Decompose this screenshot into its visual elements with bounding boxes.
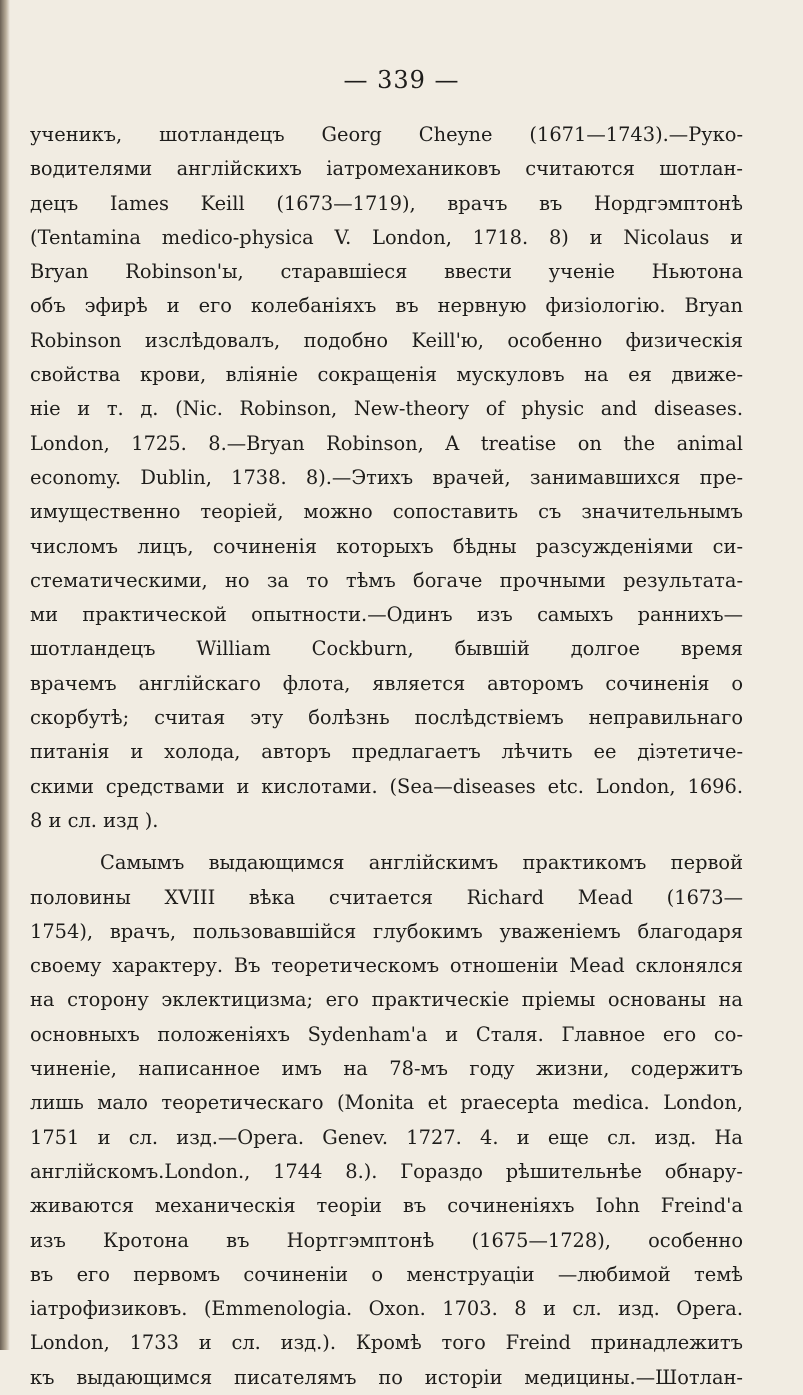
text-line: въ его первомъ сочиненіи о менструаціи —любимой темѣ (30, 1262, 743, 1286)
text-line: объ эфирѣ и его колебаніяхъ въ нервную физіологію. Bryan (30, 294, 743, 318)
text-line: врачемъ англійскаго флота, является авторомъ сочиненія о (30, 671, 743, 695)
text-line: основныхъ положеніяхъ Sydenham'а и Сталя. Главное его со- (30, 1022, 743, 1046)
paragraph-1 (30, 118, 743, 838)
text-line: 1751 и сл. изд.—Opera. Genev. 1727. 4. и еще сл. изд. На (30, 1125, 743, 1149)
text-line: Bryan Robinson'ы, старавшіеся ввести ученіе Ньютона (30, 260, 743, 284)
text-line: ми практической опытности.—Одинъ изъ самыхъ раннихъ— (30, 603, 743, 627)
text-line: London, 1725. 8.—Bryan Robinson, A treatise on the animal (30, 431, 743, 455)
text-line: шотландецъ William Cockburn, бывшій долгое время (30, 637, 743, 661)
text-line: водителями англійскихъ іатромеханиковъ считаются шотлан- (30, 157, 743, 181)
text-line: свойства крови, вліяніе сокращенія мускуловъ на ея движе- (30, 363, 743, 387)
text-line: ніе и т. д. (Nic. Robinson, New-theory of physic and diseases. (30, 397, 743, 421)
text-line: половины XVIII вѣка считается Richard Mead (1673— (30, 885, 743, 909)
text-line: 8 и сл. изд ). (30, 808, 159, 832)
text-line: на сторону эклектицизма; его практическіе пріемы основаны на (30, 988, 743, 1012)
text-line: стематическими, но за то тѣмъ богаче прочными результата- (30, 568, 743, 592)
text-line: числомъ лицъ, сочиненія которыхъ бѣдны разсужденіями си- (30, 534, 743, 558)
text-line: англійскомъ.London., 1744 8.). Гораздо рѣшительнѣе обнару- (30, 1159, 743, 1183)
text-line: децъ Iames Keill (1673—1719), врачъ въ Нордгэмптонѣ (30, 191, 743, 215)
text-line: имущественно теоріей, можно сопоставить съ значительнымъ (30, 500, 743, 524)
text-line: чиненіе, написанное имъ на 78-мъ году жизни, содержитъ (30, 1057, 743, 1081)
text-line: ученикъ, шотландецъ Georg Cheyne (1671—1743).—Руко- (30, 123, 743, 146)
text-line: изъ Кротона въ Нортгэмптонѣ (1675—1728), особенно (30, 1228, 743, 1252)
text-line: (Tentamina medico-physica V. London, 1718. 8) и Nicolaus и (30, 225, 743, 249)
text-line: Robinson изслѣдовалъ, подобно Keill'ю, особенно физическія (30, 328, 743, 352)
text-line: своему характеру. Въ теоретическомъ отношеніи Mead склонялся (30, 954, 743, 978)
paragraph-2 (30, 846, 743, 1395)
text-line: 1754), врачъ, пользовавшійся глубокимъ уваженіемъ благодаря (30, 919, 743, 943)
text-line: скими средствами и кислотами. (Sea—diseases etc. London, 1696. (30, 774, 743, 798)
body-text (30, 118, 743, 1395)
text-line: питанія и холода, авторъ предлагаетъ лѣчить ее діэтетиче- (30, 740, 743, 764)
text-line: лишь мало теоретическаго (Monita et praecepta medica. London, (30, 1091, 743, 1115)
text-line: къ выдающимся писателямъ по исторіи медицины.—Шотлан- (30, 1365, 743, 1389)
text-line: іатрофизиковъ. (Emmenologia. Oxon. 1703. 8 и сл. изд. Opera. (30, 1297, 743, 1321)
text-line: London, 1733 и сл. изд.). Кромѣ того Freind принадлежитъ (30, 1331, 743, 1355)
text-line: живаются механическія теоріи въ сочиненіяхъ Iohn Freind'а (30, 1194, 743, 1218)
page-number: — 339 — (343, 66, 460, 94)
text-line: economy. Dublin, 1738. 8).—Этихъ врачей, занимавшихся пре- (30, 465, 743, 489)
page-binding-edge (0, 0, 10, 1350)
text-line: скорбутѣ; считая эту болѣзнь послѣдствіемъ неправильнаго (30, 706, 743, 730)
text-line: Самымъ выдающимся англійскимъ практикомъ первой (100, 851, 743, 875)
